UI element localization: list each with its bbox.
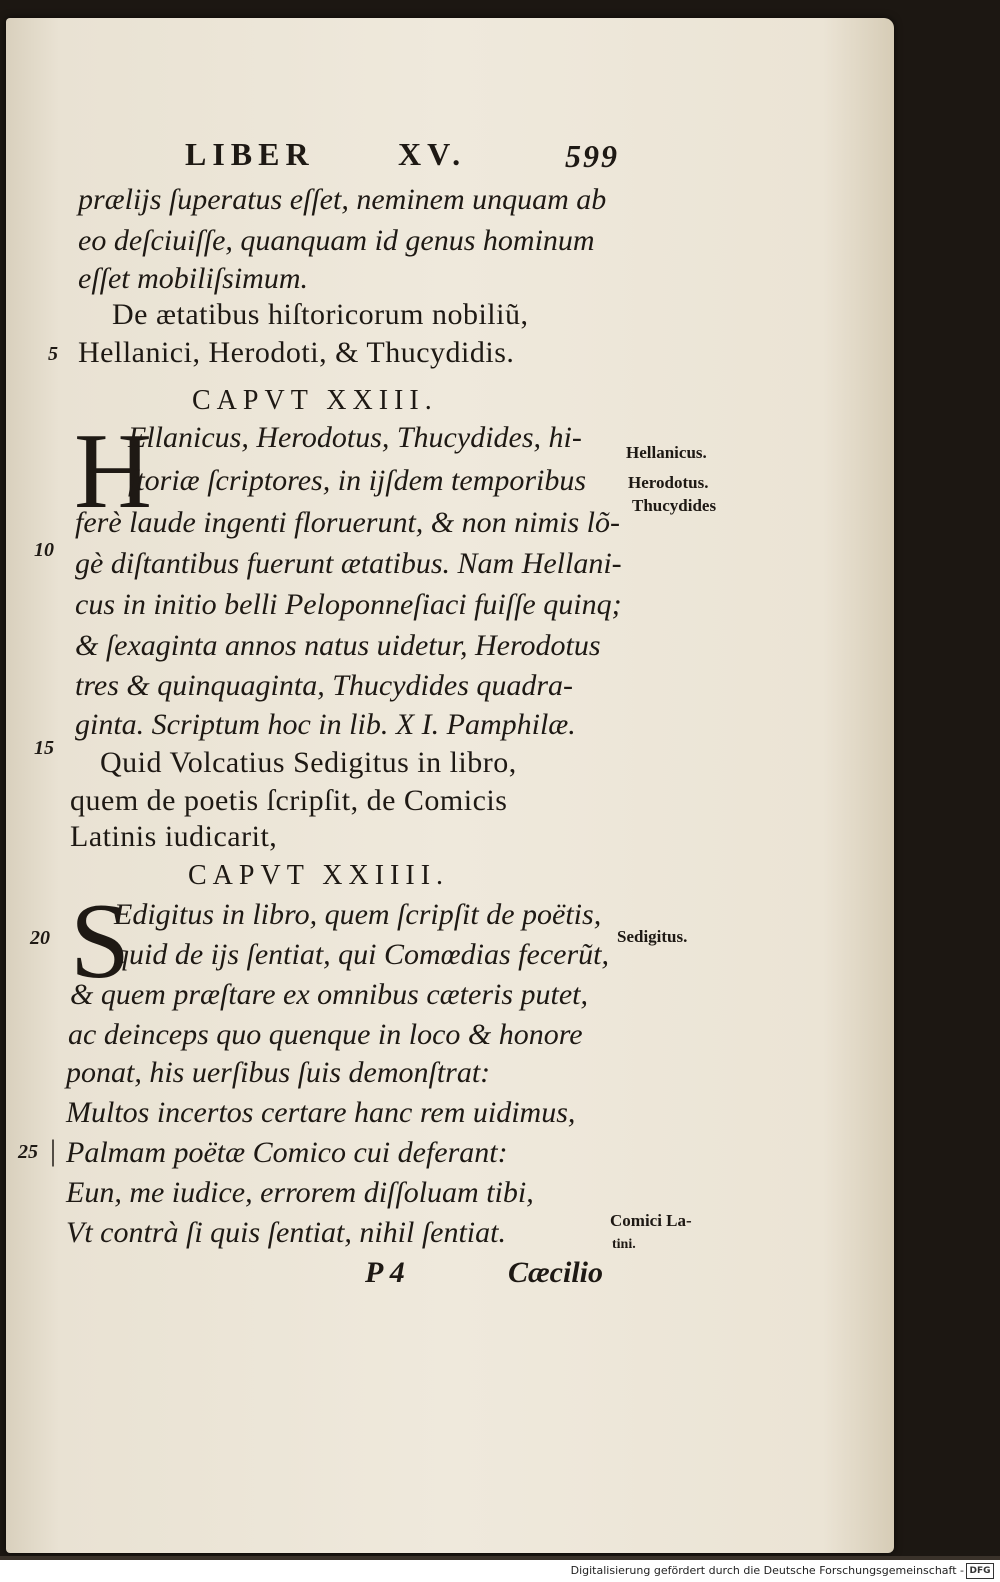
text-line-2: eo deſciuiſſe, quanquam id genus hominum [78,224,595,257]
text-line-7: ſtoriæ ſcriptores, in ijſdem temporibus [128,464,587,497]
catchword: Cæcilio [508,1256,603,1289]
margin-bracket: | [50,1134,57,1167]
chapter-heading-23-line1: De ætatibus hiſtoricorum nobiliũ, [112,298,529,331]
chapter-heading-24-line3: Latinis iudicarit, [70,820,278,853]
text-line-3: eſſet mobiliſsimum. [78,262,308,295]
line-number-10: 10 [34,539,54,561]
page-number: 599 [565,138,619,174]
text-line-19: & quem præſtare ex omnibus cæteris putet, [70,978,588,1011]
signature-mark: P 4 [365,1256,405,1289]
verse-line-3: Eun, me iudice, errorem diſſoluam tibi, [66,1176,534,1209]
text-line-10: cus in initio belli Peloponneſiaci fuiſſe quinq; [75,588,622,621]
text-line-21: ponat, his uerſibus ſuis demonſtrat: [66,1056,491,1089]
margin-note-comici-1: Comici La- [610,1211,692,1230]
line-number-25: 25 [18,1141,38,1163]
verse-line-4: Vt contrà ſi quis ſentiat, nihil ſentiat. [66,1216,506,1249]
dfg-logo: DFG [966,1563,994,1579]
chapter-heading-24-line2: quem de poetis ſcripſit, de Comicis [70,784,508,817]
text-line-1: prælijs ſuperatus eſſet, neminem unquam ab [78,183,607,216]
drop-cap-h: H [74,412,152,531]
margin-note-herodotus: Herodotus. [628,473,709,492]
text-line-9: gè diſtantibus fuerunt ætatibus. Nam Hellani- [75,547,622,580]
margin-note-comici-2: tini. [612,1237,636,1252]
drop-cap-s: S [70,882,131,1001]
text-line-8: ferè laude ingenti floruerunt, & non nimis lõ- [75,506,620,539]
digitization-footer [0,1560,1000,1582]
text-line-13: ginta. Scriptum hoc in lib. X I. Pamphilæ. [75,708,576,741]
verse-line-1: Multos incertos certare hanc rem uidimus, [66,1096,576,1129]
chapter-number-24: CAPVT XXIIII. [188,860,450,891]
verse-line-2: Palmam poëtæ Comico cui deferant: [66,1136,508,1169]
line-number-15: 15 [34,737,54,759]
text-line-12: tres & quinquaginta, Thucydides quadra- [75,669,574,702]
text-line-6: Ellanicus, Herodotus, Thucydides, hi- [128,421,582,454]
chapter-number-23: CAPVT XXIII. [192,385,438,416]
book-number: XV. [398,136,467,172]
margin-note-thucydides: Thucydides [632,496,717,515]
line-number-20: 20 [30,927,50,949]
margin-note-hellanicus: Hellanicus. [626,443,707,462]
footer-credit: Digitalisierung gefördert durch die Deutsche Forschungsgemeinschaft - [570,1564,964,1577]
margin-note-sedigitus: Sedigitus. [617,927,688,946]
chapter-heading-24-line1: Quid Volcatius Sedigitus in libro, [100,746,517,779]
text-line-11: & ſexaginta annos natus uidetur, Herodotus [75,629,601,662]
running-title: LIBER [185,136,315,172]
text-line-18: quid de ijs ſentiat, qui Comœdias fecerũt, [114,938,609,971]
chapter-heading-23-line2: Hellanici, Herodoti, & Thucydidis. [78,336,515,369]
text-line-17: Edigitus in libro, quem ſcripſit de poëtis, [114,898,602,931]
text-line-20: ac deinceps quo quenque in loco & honore [68,1018,583,1051]
line-number-5: 5 [48,343,58,365]
